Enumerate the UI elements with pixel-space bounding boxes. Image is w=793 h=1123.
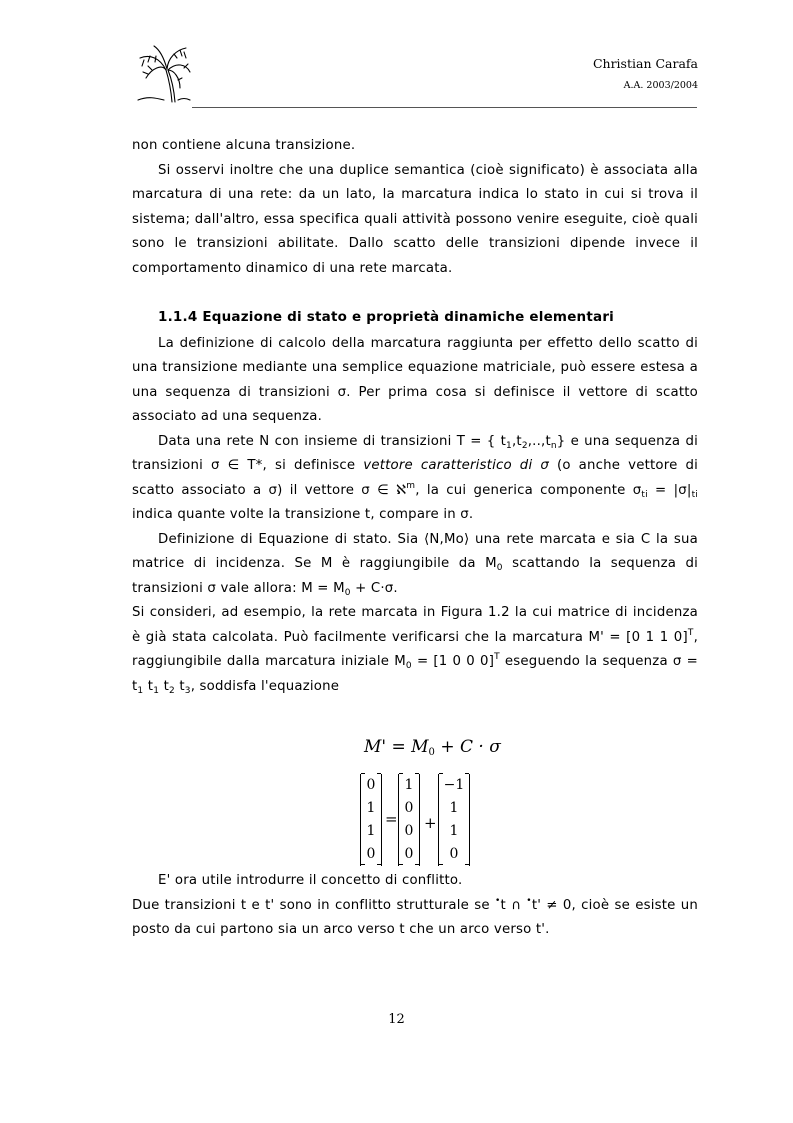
matrix-c-sigma: −1 1 1 0 — [438, 774, 470, 866]
page-number: 12 — [388, 1012, 405, 1027]
paragraph: non contiene alcuna transizione. — [132, 138, 356, 153]
matrix-m0: 1 0 0 0 — [398, 774, 420, 866]
header-author: Christian Carafa — [592, 56, 698, 71]
paragraph: E' ora utile introdurre il concetto di conflitto. — [158, 873, 463, 888]
paragraph: Definizione di Equazione di stato. Sia ⟨N,Mo⟩ una rete marcata e sia C la sua matrice di incidenza. Se M è raggiungibile da $M_0$ scattando la sequenza di transizioni σ vale allora: $M = M_0 + C\cdot\sigma$. — [132, 531, 699, 598]
paragraph: Data una rete N con insieme di transizioni T = { $t_1,t_2,..,t_n$} e una sequenza di transizioni σ ∈ T*, si definisce vettore caratteristico di σ (o anche vettore di scatto associato a σ) il vettore σ ∈ ℵ$^m$, la cui generica componente $\sigma_{ti} = |\sigma|_{ti}$ indica quante volte la transizione t, compare in σ. — [132, 433, 699, 522]
paragraph: Si osservi inoltre che una duplice semantica (cioè significato) è associata alla marcatura di una rete: da un lato, la marcatura indica lo stato in cui si trova il sistema; dall'altro, essa specifica quali attività possono venire eseguite, cioè quali sono le transizioni abilitate. Dallo scatto delle transizioni dipende invece il comportamento dinamico di una rete marcata. — [132, 162, 698, 276]
paragraph: Si consideri, ad esempio, la rete marcata in Figura 1.2 la cui matrice di incidenza è già stata calcolata. Può facilmente verificarsi che la marcatura M' = [0 1 1 0]$^T$, raggiungibile dalla marcatura iniziale $M_0 = [1$ 0 0 0]$^T$ eseguendo la sequenza $\sigma = t_1$ $t_1$ $t_2$ $t_3$, soddisfa l'equazione — [132, 605, 698, 696]
palm-tree-icon — [134, 44, 192, 104]
plus-sign: + — [424, 814, 437, 832]
section-title: 1.1.4 Equazione di stato e proprietà dinamiche elementari — [158, 309, 615, 325]
header-rule — [192, 107, 697, 108]
header-academic-year: A.A. 2003/2004 — [623, 80, 698, 91]
paragraph: Due transizioni t e t' sono in conflitto strutturale se •t ∩ •t' ≠ 0, cioè se esiste un posto da cui partono sia un arco verso t che un arco verso t'. — [132, 895, 698, 937]
italic-term: vettore caratteristico di σ — [363, 458, 549, 473]
equals-sign: = — [385, 810, 398, 828]
paragraph: La definizione di calcolo della marcatura raggiunta per effetto dello scatto di una transizione mediante una semplice equazione matriciale, può essere estesa a una sequenza di transizioni σ. Per prima cosa si definisce il vettore di scatto associato ad una sequenza. — [132, 335, 698, 424]
matrix-m-prime: 0 1 1 0 — [360, 774, 382, 866]
state-equation: $M' = M_0 + C \cdot \sigma$ — [364, 737, 501, 758]
